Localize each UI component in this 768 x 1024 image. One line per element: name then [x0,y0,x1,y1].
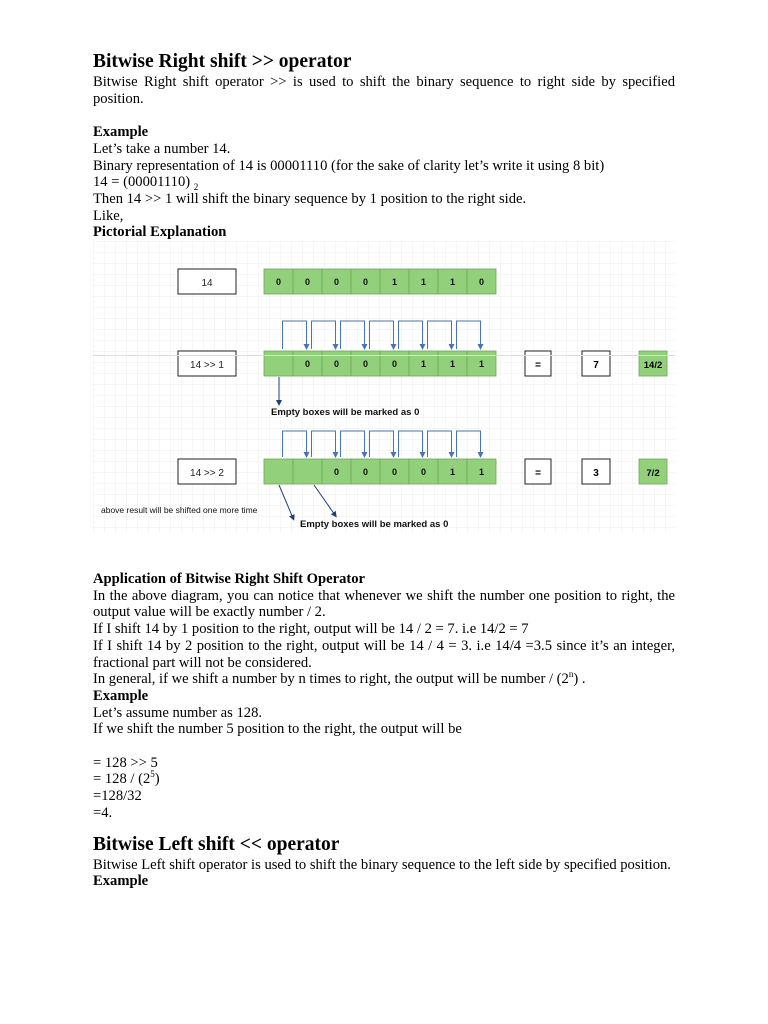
row2-bit-value-3: 0 [362,359,369,370]
row1-bit-value-1: 0 [304,277,311,288]
row3-formula: 7/2 [646,468,660,480]
row1-bit-value-6: 1 [449,277,456,288]
row2-formula: 14/2 [643,360,663,372]
note-shifted: above result will be shifted one more time [101,505,258,516]
row3-equals: = [535,468,541,480]
heading-left-shift: Bitwise Left shift << operator [93,833,340,855]
row2-equals: = [535,360,541,372]
example-label-2: Example [93,687,149,704]
note-empty-2: Empty boxes will be marked as 0 [300,519,449,531]
row2-bit-value-6: 1 [449,359,456,370]
row2-label: 14 >> 1 [190,360,224,372]
row1-bit-value-7: 0 [478,277,485,288]
calc2-end: ) [154,771,160,788]
row3-bit-0 [264,459,293,484]
shift-diagram [93,241,675,533]
calc-line-4: =4. [93,804,113,821]
calc-line-2 [93,771,675,788]
left-shift-intro: Bitwise Left shift operator is used to shift the binary sequence to the left side by specified position. [93,856,671,873]
row3-label: 14 >> 2 [190,468,224,480]
row1-bit-value-0: 0 [275,277,282,288]
row1-bit-value-2: 0 [333,277,340,288]
row1-label: 14 [201,278,213,290]
note-empty-1: Empty boxes will be marked as 0 [271,407,420,419]
example-line-1: Let’s take a number 14. [93,140,231,157]
row1-bit-value-3: 0 [362,277,369,288]
calc-line-3: =128/32 [93,788,142,805]
example-line-2: Binary representation of 14 is 00001110 (for the sake of clarity let’s write it using 8 bit) [93,157,605,174]
row3-bit-value-3: 0 [362,467,369,478]
example-line-3 [93,174,675,191]
row1-bit-value-4: 1 [391,277,398,288]
example-label-3: Example [93,873,149,890]
base-subscript: 2 [193,182,199,193]
heading-right-shift: Bitwise Right shift >> operator [93,51,352,72]
example-label-1: Example [93,124,149,141]
row1-bit-value-5: 1 [420,277,427,288]
row3-bit-1 [293,459,322,484]
row3-bit-value-4: 0 [391,467,398,478]
right-shift-intro: Bitwise Right shift operator >> is used to shift the binary sequence to right side by specified position. [93,74,675,107]
example2-line-1: Let’s assume number as 128. [93,704,263,721]
calc-line-1: = 128 >> 5 [93,754,158,771]
row2-bit-value-2: 0 [333,359,340,370]
binary-equation: 14 = (00001110) [93,174,191,191]
row2-result: 7 [593,360,599,372]
row2-bit-value-7: 1 [478,359,485,370]
row3-bit-value-5: 0 [420,467,427,478]
example2-line-2: If we shift the number 5 position to the right, the output will be [93,721,462,738]
row2-bit-value-1: 0 [304,359,311,370]
example-line-4: Then 14 >> 1 will shift the binary sequence by 1 position to the right side. [93,190,527,207]
exponent-n: n [568,669,574,680]
row2-bit-value-5: 1 [420,359,427,370]
application-para-3: If I shift 14 by 2 position to the right, output will be 14 / 4 = 3. i.e 14/4 =3.5 since it’s an integer, fractional part will not be considered. [93,637,675,671]
general-rule-end: ) . [573,671,586,688]
application-para-4 [93,671,675,688]
document-page [93,50,675,890]
shift-diagram-svg [93,241,675,533]
application-para-2: If I shift 14 by 1 position to the right, output will be 14 / 2 = 7. i.e 14/2 = 7 [93,621,529,638]
application-para-1: In the above diagram, you can notice that whenever we shift the number one position to right, the output value will be exactly number / 2. [93,587,675,621]
row2-bit-value-4: 0 [391,359,398,370]
row3-bit-value-7: 1 [478,467,485,478]
exponent-5: 5 [150,769,155,780]
row3-bit-value-2: 0 [333,467,340,478]
heading-application: Application of Bitwise Right Shift Operator [93,571,366,588]
divider [93,355,675,356]
row3-bit-value-6: 1 [449,467,456,478]
calc2-main: = 128 / (2 [93,771,151,788]
general-rule-text: In general, if we shift a number by n times to right, the output will be number / (2 [93,671,569,688]
pictorial-label: Pictorial Explanation [93,224,227,241]
example-line-5: Like, [93,207,124,224]
row3-result: 3 [593,468,599,480]
